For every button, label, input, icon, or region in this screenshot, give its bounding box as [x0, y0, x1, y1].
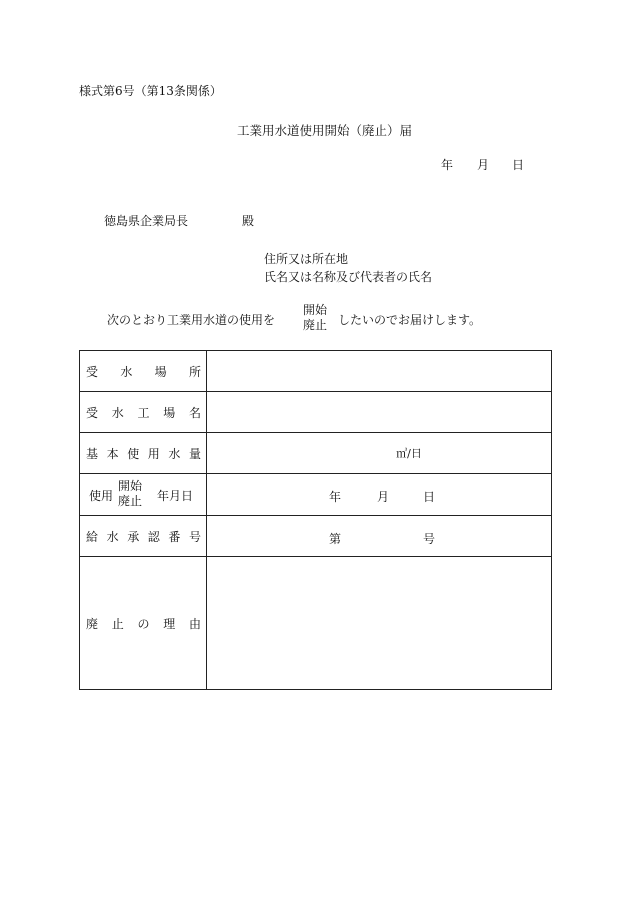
use-option-stop: 廃止 — [118, 494, 143, 508]
addressee-name: 徳島県企業局長 — [104, 214, 189, 228]
statement-option-choice — [303, 303, 327, 333]
label-char: 基 — [86, 446, 99, 461]
statement-option-stop: 廃止 — [303, 318, 328, 332]
use-date-month: 月 — [377, 490, 390, 504]
label-char: 用 — [147, 446, 160, 461]
use-date-year: 年 — [329, 490, 342, 504]
label-char: 止 — [111, 616, 124, 631]
use-date-field[interactable] — [207, 474, 552, 516]
table-row — [80, 433, 552, 474]
label-char: 本 — [106, 446, 119, 461]
label-char: 受 — [86, 364, 99, 379]
table-row — [80, 351, 552, 392]
use-date-day: 日 — [423, 490, 436, 504]
use-option-start: 開始 — [118, 479, 143, 493]
label-char: 水 — [111, 405, 124, 420]
water-receiving-factory-field[interactable] — [207, 392, 552, 433]
basic-water-volume-field[interactable] — [207, 433, 552, 474]
label-char: 工 — [137, 405, 150, 420]
abolition-reason-field[interactable] — [207, 557, 552, 690]
number-prefix: 第 — [329, 532, 342, 546]
label-char: 場 — [163, 405, 176, 420]
form-number: 様式第6号（第13条関係） — [79, 84, 222, 98]
water-receiving-factory-label — [80, 392, 207, 433]
label-char: 廃 — [86, 616, 99, 631]
table-row — [80, 474, 552, 516]
label-char: 水 — [168, 446, 181, 461]
water-receiving-place-label — [80, 351, 207, 392]
applicant-name-label: 氏名又は名称及び代表者の氏名 — [264, 270, 433, 284]
statement-option-start: 開始 — [303, 303, 328, 317]
date-day-label: 日 — [512, 158, 525, 172]
label-char: 給 — [86, 529, 99, 544]
form-table — [79, 350, 552, 690]
basic-water-volume-label — [80, 433, 207, 474]
volume-unit: ㎥/日 — [396, 447, 422, 460]
label-char: 使 — [127, 446, 140, 461]
label-char: 認 — [147, 529, 160, 544]
date-year-label: 年 — [441, 158, 454, 172]
use-prefix: 使用 — [89, 489, 114, 503]
label-char: 号 — [188, 529, 201, 544]
label-char: 水 — [106, 529, 119, 544]
addressee-honorific: 殿 — [242, 214, 255, 228]
water-receiving-place-field[interactable] — [207, 351, 552, 392]
label-char: 場 — [154, 364, 167, 379]
label-char: 理 — [163, 616, 176, 631]
label-char: 名 — [188, 405, 201, 420]
table-row — [80, 516, 552, 557]
label-char: の — [137, 616, 150, 631]
use-date-label — [80, 474, 207, 516]
table-row — [80, 392, 552, 433]
abolition-reason-label — [80, 557, 207, 690]
applicant-address-label: 住所又は所在地 — [264, 252, 349, 266]
label-char: 番 — [168, 529, 181, 544]
form-title: 工業用水道使用開始（廃止）届 — [237, 123, 413, 138]
statement-after: したいのでお届けします。 — [338, 313, 482, 327]
label-char: 所 — [188, 364, 201, 379]
number-suffix: 号 — [423, 532, 436, 546]
use-option-choice — [118, 479, 142, 509]
label-char: 由 — [188, 616, 201, 631]
label-char: 水 — [120, 364, 133, 379]
supply-approval-number-label — [80, 516, 207, 557]
use-suffix: 年月日 — [157, 489, 194, 503]
date-month-label: 月 — [477, 158, 490, 172]
table-row — [80, 557, 552, 690]
label-char: 量 — [188, 446, 201, 461]
statement-before: 次のとおり工業用水道の使用を — [107, 313, 276, 327]
label-char: 受 — [86, 405, 99, 420]
supply-approval-number-field[interactable] — [207, 516, 552, 557]
label-char: 承 — [127, 529, 140, 544]
